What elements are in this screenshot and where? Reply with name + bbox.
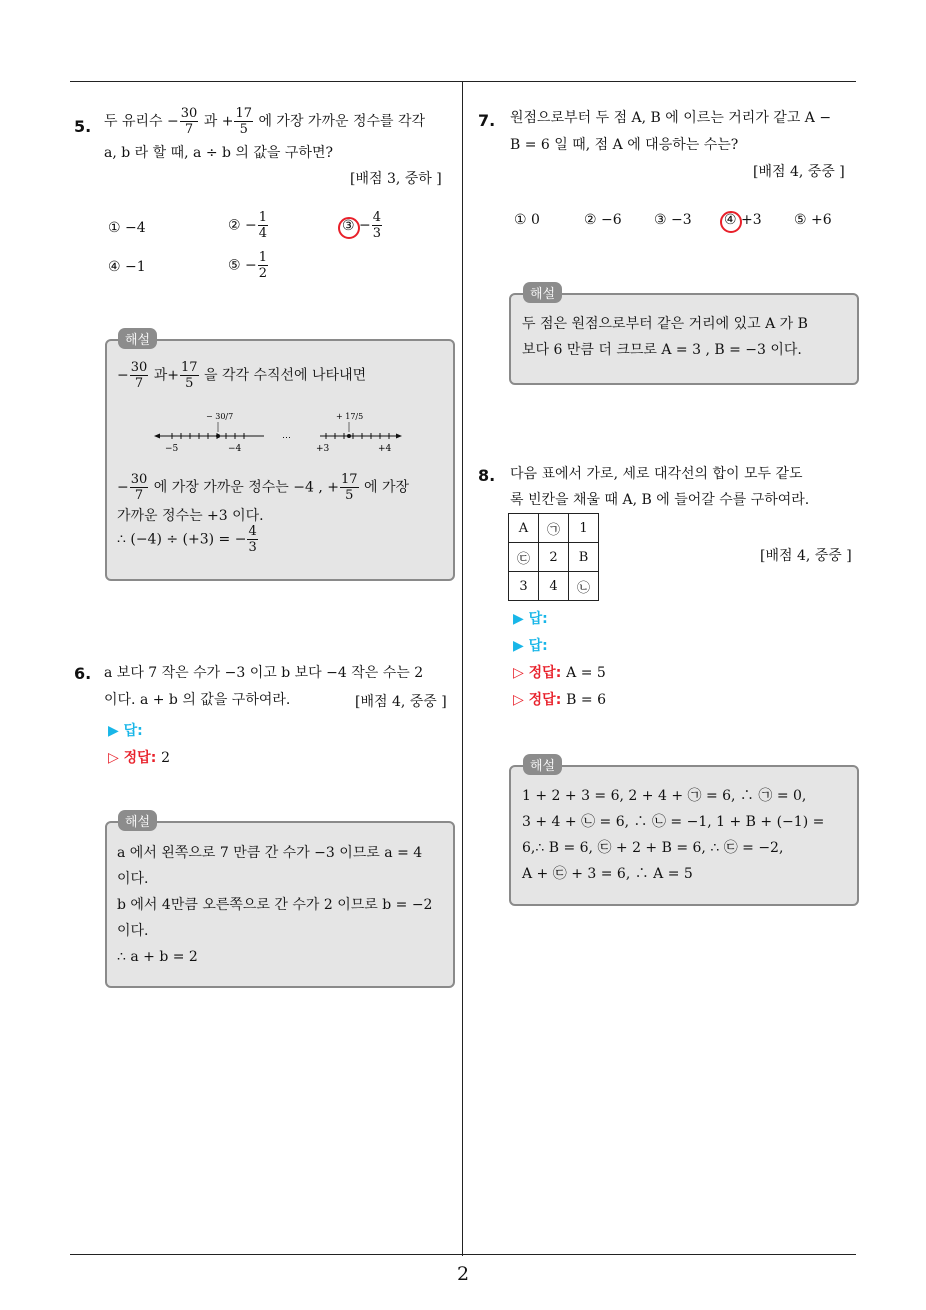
q5-frac1	[180, 106, 199, 137]
q5-sol2-n2: 17	[340, 472, 358, 487]
q7-choice-5-mark: ⑤	[794, 212, 807, 228]
table-cell: B	[569, 543, 599, 572]
q5-frac1-den: 7	[184, 122, 194, 137]
q8-line2: 록 빈칸을 채울 때 A, B 에 들어갈 수를 구하여라.	[510, 492, 810, 508]
magic-square-table	[508, 513, 599, 601]
q5-sol4-n: 4	[248, 524, 257, 539]
q5-sol2-n: 30	[130, 472, 148, 487]
bottom-rule	[70, 1254, 856, 1255]
q6-correct-value: 2	[161, 750, 171, 766]
q8-answer-label-2[interactable]: ▶ 답:	[513, 638, 548, 654]
numline-ellipsis: ⋯	[282, 433, 291, 443]
table-cell: 2	[539, 543, 569, 572]
q5-sol2-sign: −	[117, 479, 129, 496]
q5-sol1-frac1	[130, 360, 149, 391]
q8-correct-value-2: B = 6	[566, 692, 606, 708]
q5-sol1-mid: 과+	[153, 367, 179, 384]
number-line-diagram	[150, 408, 410, 456]
q7-choice-1-mark: ①	[514, 212, 527, 228]
q8-sol-line1: 1 + 2 + 3 = 6, 2 + 4 + ㉠ = 6, ∴ ㉠ = 0,	[522, 788, 807, 804]
q8-number: 8.	[478, 466, 496, 485]
q7-choice-3[interactable]	[654, 212, 692, 228]
numline-right-arrow-icon	[396, 434, 402, 439]
q5-sol1-d1: 7	[134, 376, 144, 391]
q5-sol-line3: 가까운 정수는 +3 이다.	[117, 508, 264, 524]
q7-choice-3-value: −3	[671, 212, 692, 228]
q8-correct-label-2: ▷ 정답:	[513, 692, 562, 708]
q8-sol-line4: A + ㉢ + 3 = 6, ∴ A = 5	[522, 866, 693, 882]
column-divider	[462, 82, 463, 1256]
q5-sol1-n2: 17	[181, 360, 198, 375]
q5-choice-2-mark: ②	[228, 217, 241, 234]
q6-meta: [배점 4, 중중 ]	[355, 694, 447, 710]
numline-label-right: + 17/5	[336, 412, 364, 421]
table-row	[509, 514, 599, 543]
q5-sol4-frac	[247, 524, 257, 555]
q8-correct-1	[513, 662, 606, 682]
q7-meta: [배점 4, 중중 ]	[753, 164, 845, 180]
q5-sol1-sign: −	[117, 367, 129, 384]
q8-correct-value-1: A = 5	[566, 665, 606, 681]
q5-sol2-d: 7	[134, 488, 144, 503]
selected-circle-icon	[720, 211, 742, 233]
numline-point-left	[216, 434, 220, 438]
q5-choice-1[interactable]	[108, 220, 146, 236]
table-cell: 4	[539, 572, 569, 601]
q5-choice-5[interactable]	[228, 250, 269, 281]
q7-sol-line1: 두 점은 원점으로부터 같은 거리에 있고 A 가 B	[522, 316, 808, 332]
q5-sol1-n1: 30	[130, 360, 148, 375]
numline-label-left: − 30/7	[206, 412, 234, 421]
q5-sol1-d2: 5	[185, 376, 194, 391]
q7-number: 7.	[478, 111, 496, 130]
q5-choice-5-sign: −	[245, 257, 257, 274]
q5-choice-5-num: 1	[258, 250, 268, 265]
q6-line1: a 보다 7 작은 수가 −3 이고 b 보다 −4 작은 수는 2	[104, 665, 424, 681]
page-number: 2	[456, 1263, 470, 1285]
q6-sol-line4: 이다.	[117, 923, 149, 939]
q5-solution-tab: 해설	[118, 328, 157, 349]
table-cell: ㉢	[509, 543, 539, 572]
q5-choice-4[interactable]	[108, 259, 146, 275]
q5-sol1-frac2	[180, 360, 199, 391]
q7-line2: B = 6 일 때, 점 A 에 대응하는 수는?	[510, 137, 739, 153]
q5-choice-3-sign: −	[359, 217, 371, 234]
q8-meta: [배점 4, 중중 ]	[760, 548, 852, 564]
numline-tick-label-2: −4	[228, 444, 242, 454]
q5-frac1-sign: −	[167, 113, 179, 130]
table-cell: ㉡	[569, 572, 599, 601]
q6-sol-line2: 이다.	[117, 871, 149, 887]
q5-sol-line4	[117, 524, 259, 555]
q6-sol-line5: ∴ a + b = 2	[117, 949, 198, 965]
q5-text-c: 에 가장 가까운 정수를 각각	[258, 113, 426, 130]
q5-choice-3-den: 3	[372, 226, 382, 241]
q5-choice-1-value: −4	[125, 220, 146, 236]
q5-choice-5-mark: ⑤	[228, 257, 241, 274]
q5-frac2-den: 5	[239, 122, 248, 137]
q5-choice-2-frac	[258, 210, 268, 241]
q6-correct	[108, 747, 170, 767]
q5-choice-3-mark-wrap	[342, 218, 355, 234]
numline-tick-label-1: −5	[165, 444, 179, 454]
q8-correct-label-1: ▷ 정답:	[513, 665, 562, 681]
top-rule	[70, 81, 856, 82]
q6-sol-line3: b 에서 4만큼 오른쪽으로 간 수가 2 이므로 b = −2	[117, 897, 433, 913]
q6-number: 6.	[74, 664, 92, 683]
table-cell: 3	[509, 572, 539, 601]
q7-sol-line2: 보다 6 만큼 더 크므로 A = 3 , B = −3 이다.	[522, 342, 802, 358]
q5-text-a: 두 유리수	[104, 113, 163, 130]
q7-choice-5-value: +6	[811, 212, 832, 228]
q7-choice-3-mark: ③	[654, 212, 667, 228]
q5-text-b: 과	[203, 113, 218, 130]
q7-choice-4[interactable]	[724, 212, 762, 228]
q5-choice-3-mark: ③	[342, 217, 355, 234]
q5-choice-5-frac	[258, 250, 268, 281]
q6-line2: 이다. a + b 의 값을 구하여라.	[104, 692, 291, 708]
q5-choice-2-num: 1	[258, 210, 268, 225]
q6-answer-label[interactable]: ▶ 답:	[108, 723, 143, 739]
q5-choice-2-den: 4	[258, 226, 268, 241]
numline-tick-label-3: +3	[316, 444, 330, 454]
q5-choice-1-mark: ①	[108, 220, 121, 236]
q5-sol2-frac2	[340, 472, 359, 503]
q8-correct-2	[513, 689, 606, 709]
q7-line1: 원점으로부터 두 점 A, B 에 이르는 거리가 같고 A −	[510, 110, 832, 126]
q7-choice-4-value: +3	[741, 212, 762, 228]
q5-choice-3[interactable]	[342, 210, 383, 241]
q8-sol-line3: 6,∴ B = 6, ㉢ + 2 + B = 6, ∴ ㉢ = −2,	[522, 840, 784, 856]
q6-correct-label: ▷ 정답:	[108, 750, 157, 766]
q5-choice-4-value: −1	[125, 259, 146, 275]
q5-choice-3-frac	[372, 210, 382, 241]
q5-frac2-sign: +	[221, 113, 234, 130]
selected-circle-icon	[338, 217, 360, 239]
table-cell: ㉠	[539, 514, 569, 543]
numline-tick-label-4: +4	[378, 444, 392, 454]
q5-line1	[104, 106, 456, 137]
q7-choice-4-mark: ④	[724, 212, 737, 228]
q5-sol2-end: 에 가장	[363, 479, 410, 496]
numline-left-arrow-icon	[154, 434, 160, 439]
q7-choice-2-value: −6	[601, 212, 622, 228]
q5-frac2-num: 17	[235, 106, 252, 121]
q5-sol4-d: 3	[248, 540, 257, 555]
q5-sol1-end: 을 각각 수직선에 나타내면	[204, 367, 367, 384]
q5-sol-line2	[117, 472, 409, 503]
q5-choice-2-sign: −	[245, 217, 257, 234]
q5-choice-5-den: 2	[258, 266, 268, 281]
table-cell: A	[509, 514, 539, 543]
q5-sol-line1	[117, 360, 366, 391]
q8-line1: 다음 표에서 가로, 세로 대각선의 합이 모두 같도	[510, 466, 803, 482]
q6-solution-tab: 해설	[118, 810, 157, 831]
q5-sol2-mid: 에 가장 가까운 정수는 −4 , +	[153, 479, 339, 496]
q5-meta: [배점 3, 중하 ]	[350, 171, 442, 187]
q7-choice-1-value: 0	[531, 212, 540, 228]
q5-choice-3-num: 4	[372, 210, 382, 225]
q6-sol-line1: a 에서 왼쪽으로 7 만큼 간 수가 −3 이므로 a = 4	[117, 845, 423, 861]
q5-frac1-num: 30	[180, 106, 198, 121]
q5-sol2-d2: 5	[345, 488, 354, 503]
q7-choice-1[interactable]	[514, 212, 540, 228]
q7-choice-5[interactable]	[794, 212, 832, 228]
table-row	[509, 572, 599, 601]
table-row	[509, 543, 599, 572]
q7-solution-tab: 해설	[523, 282, 562, 303]
q5-number: 5.	[74, 117, 92, 136]
q5-line2: a, b 라 할 때, a ÷ b 의 값을 구하면?	[104, 145, 333, 161]
q5-choice-2[interactable]	[228, 210, 269, 241]
q7-choice-2-mark: ②	[584, 212, 597, 228]
q7-choice-4-mark-wrap	[724, 212, 737, 228]
table-cell: 1	[569, 514, 599, 543]
q7-choice-2[interactable]	[584, 212, 622, 228]
q5-sol2-frac1	[130, 472, 149, 503]
q5-sol4-text: ∴ (−4) ÷ (+3) = −	[117, 531, 247, 548]
q5-frac2	[234, 106, 253, 137]
q8-answer-label-1[interactable]: ▶ 답:	[513, 611, 548, 627]
q8-sol-line2: 3 + 4 + ㉡ = 6, ∴ ㉡ = −1, 1 + B + (−1) =	[522, 814, 825, 830]
numline-point-right	[347, 434, 351, 438]
q8-solution-tab: 해설	[523, 754, 562, 775]
q5-choice-4-mark: ④	[108, 259, 121, 275]
